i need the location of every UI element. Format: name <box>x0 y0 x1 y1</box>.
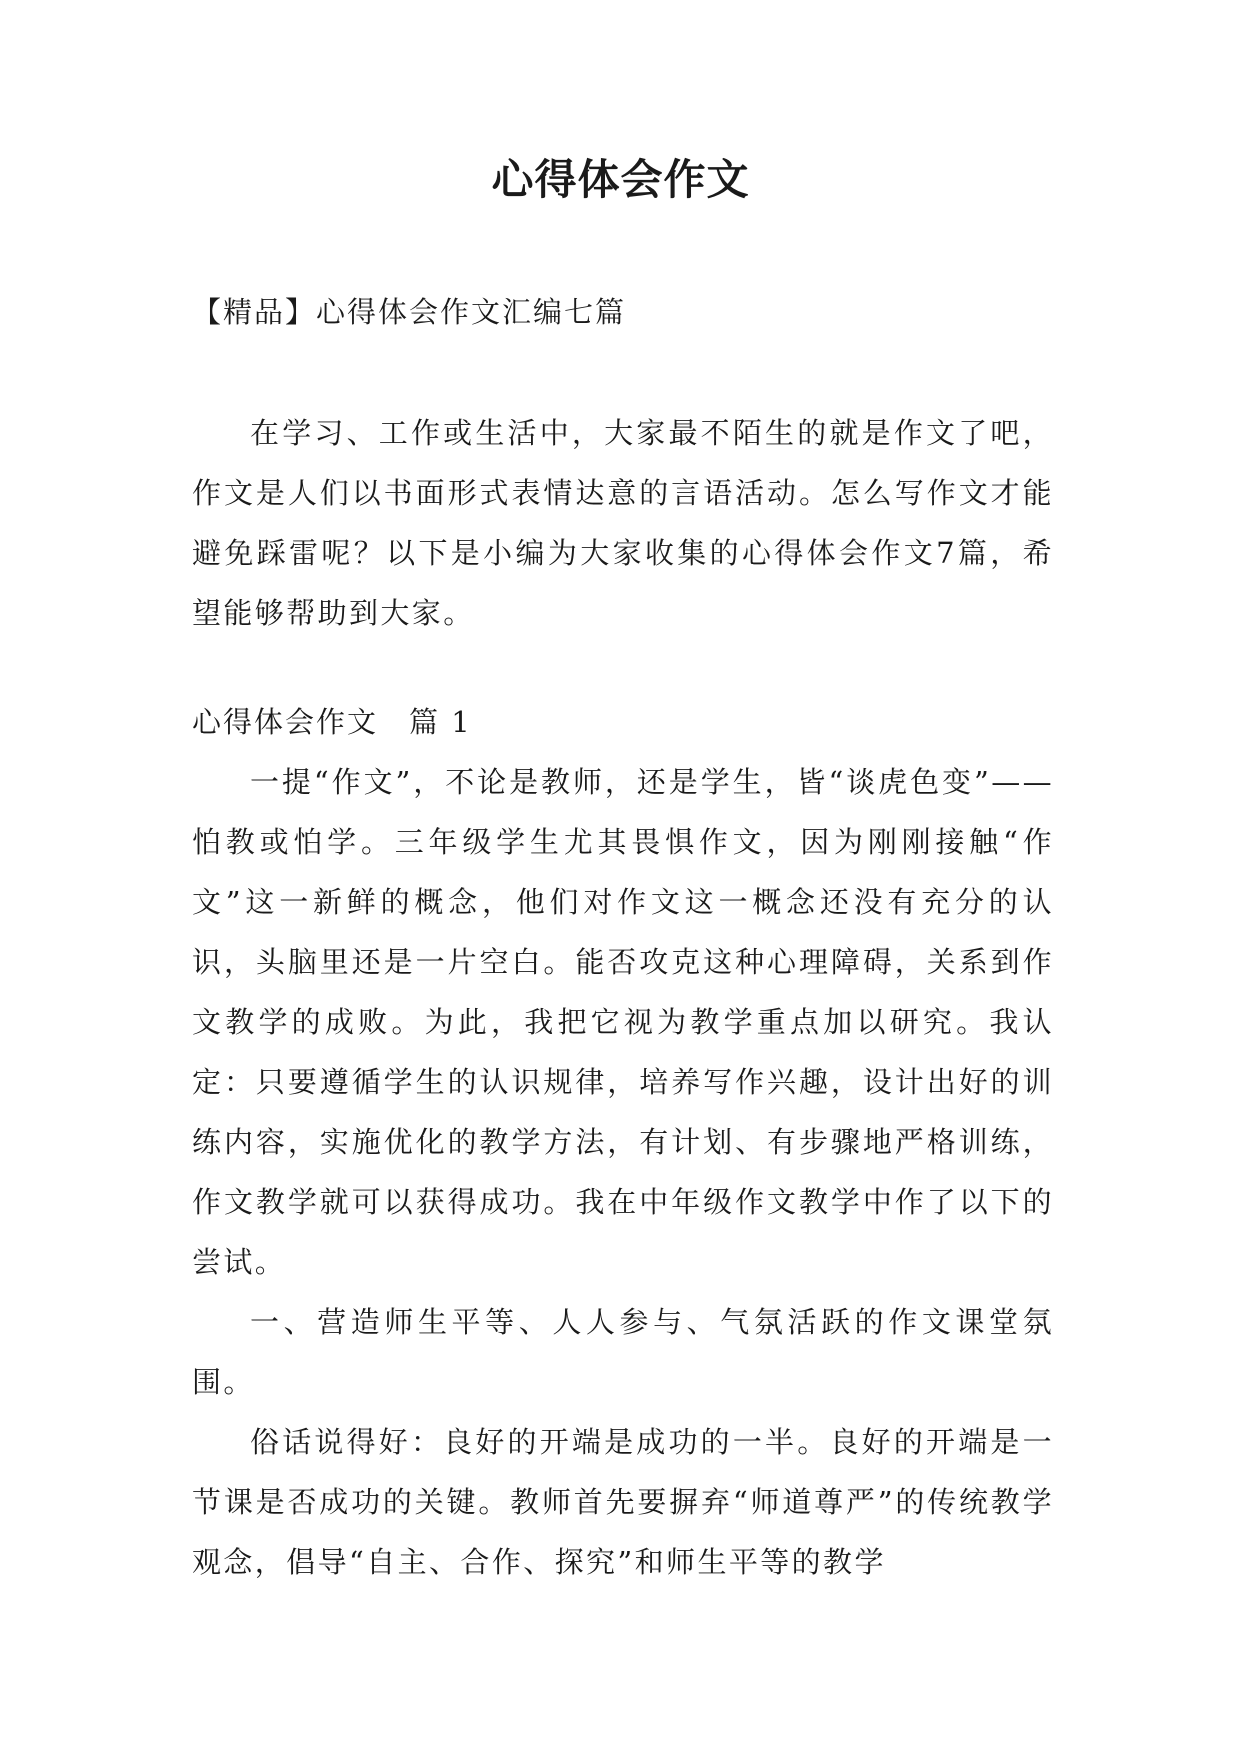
intro-paragraph: 在学习、工作或生活中，大家最不陌生的就是作文了吧，作文是人们以书面形式表情达意的言语活动。怎么写作文才能避免踩雷呢？以下是小编为大家收集的心得体会作文7篇，希望能够帮助到大家。 <box>192 416 1054 630</box>
document-subtitle: 【精品】心得体会作文汇编七篇 <box>192 295 627 329</box>
body-paragraph: 一、营造师生平等、人人参与、气氛活跃的作文课堂氛围。 <box>192 1305 1054 1399</box>
section-body <box>192 752 1054 1592</box>
section-heading: 心得体会作文 篇 1 <box>192 705 472 739</box>
body-paragraph: 一提“作文”，不论是教师，还是学生，皆“谈虎色变”——怕教或怕学。三年级学生尤其畏惧作文，因为刚刚接触“作文”这一新鲜的概念，他们对作文这一概念还没有充分的认识，头脑里还是一片空白。能否攻克这种心理障碍，关系到作文教学的成败。为此，我把它视为教学重点加以研究。我认定：只要遵循学生的认识规律，培养写作兴趣，设计出好的训练内容，实施优化的教学方法，有计划、有步骤地严格训练，作文教学就可以获得成功。我在中年级作文教学中作了以下的尝试。 <box>192 765 1054 1279</box>
intro-block <box>192 403 1054 643</box>
document-title: 心得体会作文 <box>491 155 750 204</box>
body-paragraph: 俗话说得好：良好的开端是成功的一半。良好的开端是一节课是否成功的关键。教师首先要摒弃“师道尊严”的传统教学观念，倡导“自主、合作、探究”和师生平等的教学 <box>192 1425 1054 1579</box>
